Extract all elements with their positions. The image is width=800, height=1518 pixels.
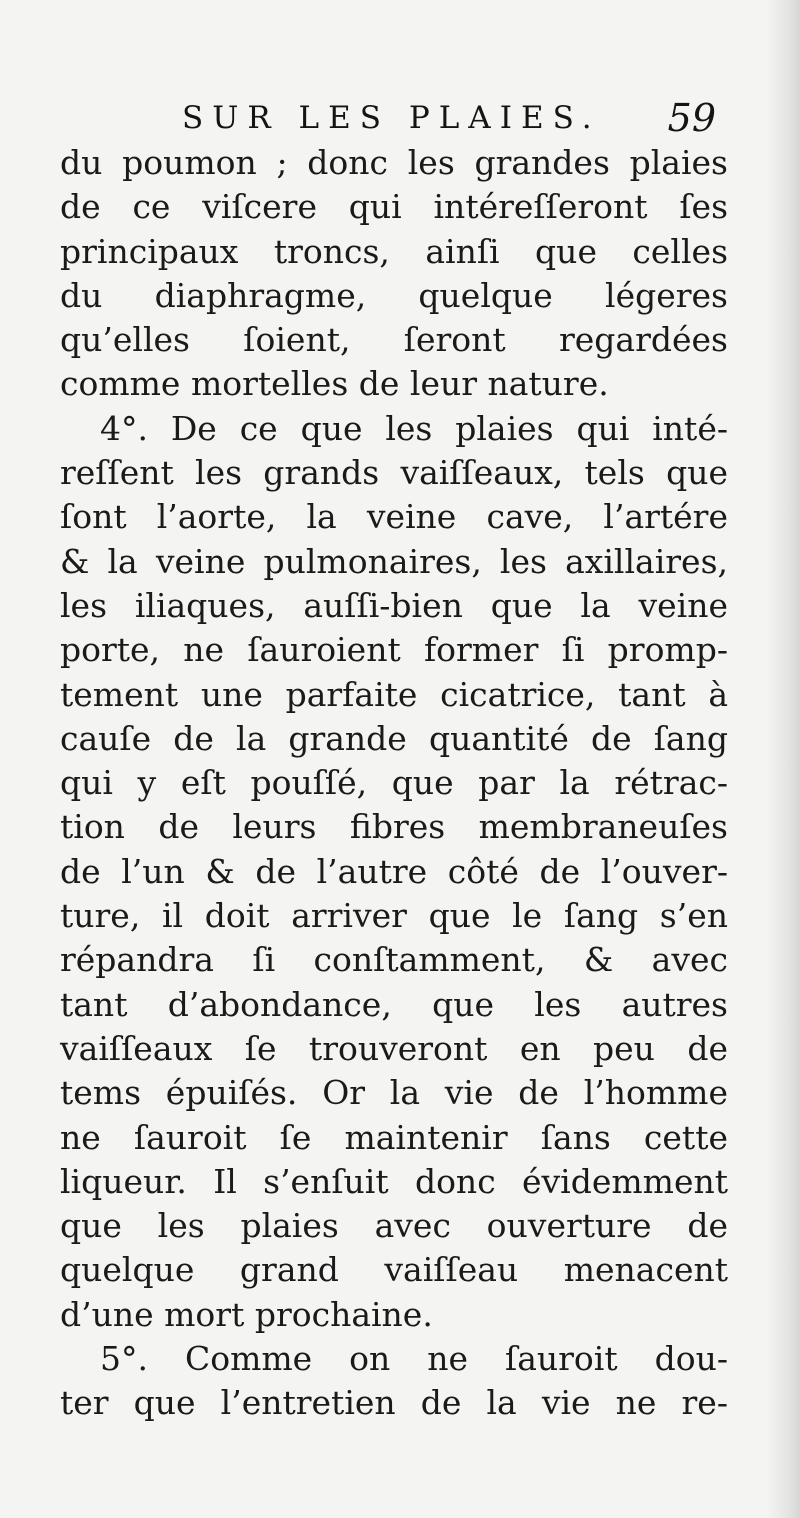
text-line: du diaphragme, quelque légeres: [60, 275, 728, 315]
text-line: d’une mort prochaine.: [60, 1294, 433, 1334]
text-line: ter que l’entretien de la vie ne re-: [60, 1383, 728, 1423]
text-line: vaiſſeaux ſe trouveront en peu de: [60, 1028, 728, 1068]
text-line: les iliaques, auſſi-bien que la veine: [60, 585, 728, 625]
text-line: du poumon ; donc les grandes plaies: [60, 143, 728, 182]
text-line: reſſent les grands vaiſſeaux, tels que: [60, 453, 728, 493]
page-edge-shadow: [766, 0, 800, 1518]
text-line: comme mortelles de leur nature.: [60, 364, 609, 404]
text-line: tion de leurs fibres membraneuſes: [60, 807, 728, 847]
text-line: ne ſauroit ſe maintenir ſans cette: [60, 1117, 728, 1157]
text-line: 5°. Comme on ne ſauroit dou-: [100, 1339, 728, 1379]
text-line: tems épuiſés. Or la vie de l’homme: [60, 1073, 728, 1113]
text-line: cauſe de la grande quantité de ſang: [60, 718, 728, 758]
text-line: & la veine pulmonaires, les axillaires,: [60, 541, 728, 581]
text-line: de ce viſcere qui intéreſſeront ſes: [60, 187, 728, 227]
text-line: porte, ne ſauroient former ſi promp-: [60, 630, 728, 670]
text-line: qu’elles ſoient, ſeront regardées: [60, 320, 728, 360]
body-text: [60, 141, 728, 1426]
page-number: 59: [667, 96, 716, 140]
text-line: liqueur. Il s’enſuit donc évidemment: [60, 1161, 728, 1201]
page-header: [182, 96, 722, 142]
text-line: de l’un & de l’autre côté de l’ouver-: [60, 851, 728, 891]
text-line: tant d’abondance, que les autres: [60, 984, 728, 1024]
text-line: 4°. De ce que les plaies qui inté-: [100, 408, 728, 448]
text-line: qui y eſt pouſſé, que par la rétrac-: [60, 763, 728, 803]
text-line: que les plaies avec ouverture de: [60, 1206, 728, 1246]
running-title: SUR LES PLAIES.: [182, 100, 601, 136]
text-line: quelque grand vaiſſeau menacent: [60, 1250, 728, 1290]
text-line: tement une parfaite cicatrice, tant à: [60, 674, 728, 714]
text-line: répandra ſi conſtamment, & avec: [60, 940, 728, 980]
text-line: ture, il doit arriver que le ſang s’en: [60, 896, 728, 936]
text-line: principaux troncs, ainſi que celles: [60, 231, 728, 271]
text-line: ſont l’aorte, la veine cave, l’artére: [60, 497, 728, 537]
